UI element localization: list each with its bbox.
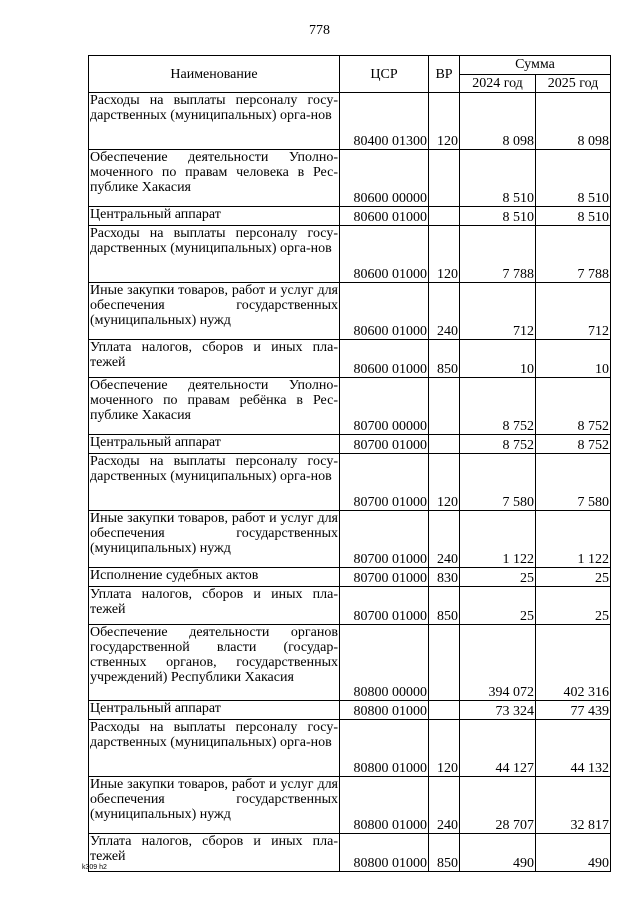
row-vr bbox=[429, 207, 460, 226]
row-vr: 850 bbox=[429, 587, 460, 625]
row-csr: 80700 01000 bbox=[340, 435, 429, 454]
row-amount-2025: 32 817 bbox=[536, 777, 611, 834]
table-row bbox=[89, 93, 611, 150]
row-csr: 80700 01000 bbox=[340, 511, 429, 568]
row-vr bbox=[429, 150, 460, 207]
table-row bbox=[89, 834, 611, 872]
row-amount-2024: 1 122 bbox=[460, 511, 536, 568]
table-row bbox=[89, 283, 611, 340]
table-row bbox=[89, 226, 611, 283]
budget-table bbox=[88, 55, 611, 872]
row-csr: 80700 01000 bbox=[340, 454, 429, 511]
row-amount-2024: 28 707 bbox=[460, 777, 536, 834]
row-amount-2025: 8 510 bbox=[536, 207, 611, 226]
row-vr: 120 bbox=[429, 720, 460, 777]
header-sum: Сумма bbox=[460, 56, 611, 75]
row-vr bbox=[429, 625, 460, 701]
row-vr bbox=[429, 435, 460, 454]
table-row bbox=[89, 587, 611, 625]
row-name: Расходы на выплаты персоналу госу-дарственных (муниципальных) орга-нов bbox=[89, 226, 340, 283]
row-amount-2025: 25 bbox=[536, 568, 611, 587]
header-csr: ЦСР bbox=[340, 56, 429, 93]
row-vr bbox=[429, 701, 460, 720]
row-amount-2025: 490 bbox=[536, 834, 611, 872]
row-name: Обеспечение деятельности Уполно-моченного по правам человека в Рес-публике Хакасия bbox=[89, 150, 340, 207]
table-row bbox=[89, 625, 611, 701]
row-csr: 80600 01000 bbox=[340, 207, 429, 226]
row-csr: 80600 01000 bbox=[340, 283, 429, 340]
row-name: Иные закупки товаров, работ и услуг для обеспечения государственных (муниципальных) нужд bbox=[89, 283, 340, 340]
row-name: Уплата налогов, сборов и иных пла-тежей bbox=[89, 587, 340, 625]
row-amount-2024: 8 098 bbox=[460, 93, 536, 150]
row-amount-2024: 7 580 bbox=[460, 454, 536, 511]
row-amount-2024: 394 072 bbox=[460, 625, 536, 701]
row-amount-2024: 8 752 bbox=[460, 435, 536, 454]
row-vr: 120 bbox=[429, 93, 460, 150]
row-amount-2024: 7 788 bbox=[460, 226, 536, 283]
row-name: Расходы на выплаты персоналу госу-дарственных (муниципальных) орга-нов bbox=[89, 454, 340, 511]
row-vr: 850 bbox=[429, 340, 460, 378]
row-amount-2024: 8 510 bbox=[460, 150, 536, 207]
row-amount-2025: 402 316 bbox=[536, 625, 611, 701]
row-amount-2025: 8 510 bbox=[536, 150, 611, 207]
row-csr: 80600 00000 bbox=[340, 150, 429, 207]
row-vr: 830 bbox=[429, 568, 460, 587]
table-row bbox=[89, 777, 611, 834]
row-csr: 80800 01000 bbox=[340, 720, 429, 777]
table-row bbox=[89, 568, 611, 587]
row-name: Обеспечение деятельности органов государственной власти (государ-ственных органов, государственных учреждений) Республики Хакасия bbox=[89, 625, 340, 701]
header-year-2024: 2024 год bbox=[460, 75, 536, 93]
row-name: Центральный аппарат bbox=[89, 207, 340, 226]
header-name: Наименование bbox=[89, 56, 340, 93]
page-number: 778 bbox=[309, 23, 330, 38]
row-name: Обеспечение деятельности Уполно-моченного по правам ребёнка в Рес-публике Хакасия bbox=[89, 378, 340, 435]
row-vr: 850 bbox=[429, 834, 460, 872]
table-row bbox=[89, 378, 611, 435]
row-amount-2025: 1 122 bbox=[536, 511, 611, 568]
row-amount-2024: 44 127 bbox=[460, 720, 536, 777]
row-amount-2025: 8 098 bbox=[536, 93, 611, 150]
row-name: Иные закупки товаров, работ и услуг для обеспечения государственных (муниципальных) нужд bbox=[89, 511, 340, 568]
row-csr: 80600 01000 bbox=[340, 340, 429, 378]
row-amount-2025: 8 752 bbox=[536, 378, 611, 435]
row-vr: 240 bbox=[429, 511, 460, 568]
row-csr: 80800 01000 bbox=[340, 777, 429, 834]
row-amount-2025: 25 bbox=[536, 587, 611, 625]
row-amount-2024: 8 752 bbox=[460, 378, 536, 435]
row-amount-2024: 8 510 bbox=[460, 207, 536, 226]
row-vr: 120 bbox=[429, 226, 460, 283]
row-name: Центральный аппарат bbox=[89, 701, 340, 720]
row-csr: 80700 01000 bbox=[340, 568, 429, 587]
table-row bbox=[89, 340, 611, 378]
row-csr: 80800 01000 bbox=[340, 834, 429, 872]
row-csr: 80600 01000 bbox=[340, 226, 429, 283]
table-row bbox=[89, 511, 611, 568]
row-name: Иные закупки товаров, работ и услуг для обеспечения государственных (муниципальных) нужд bbox=[89, 777, 340, 834]
row-amount-2024: 712 bbox=[460, 283, 536, 340]
row-amount-2025: 77 439 bbox=[536, 701, 611, 720]
row-amount-2025: 7 580 bbox=[536, 454, 611, 511]
row-amount-2024: 25 bbox=[460, 587, 536, 625]
header-vr: ВР bbox=[429, 56, 460, 93]
table-row bbox=[89, 435, 611, 454]
table-row bbox=[89, 150, 611, 207]
row-vr bbox=[429, 378, 460, 435]
row-vr: 120 bbox=[429, 454, 460, 511]
table-row bbox=[89, 720, 611, 777]
row-name: Уплата налогов, сборов и иных пла-тежей bbox=[89, 340, 340, 378]
row-name: Центральный аппарат bbox=[89, 435, 340, 454]
header-year-2025: 2025 год bbox=[536, 75, 611, 93]
table-row bbox=[89, 701, 611, 720]
row-name: Уплата налогов, сборов и иных пла-тежей bbox=[89, 834, 340, 872]
row-amount-2025: 44 132 bbox=[536, 720, 611, 777]
document-code: k309 h2 bbox=[82, 864, 107, 871]
row-csr: 80800 00000 bbox=[340, 625, 429, 701]
row-amount-2025: 7 788 bbox=[536, 226, 611, 283]
table-row bbox=[89, 454, 611, 511]
row-amount-2024: 490 bbox=[460, 834, 536, 872]
table-row bbox=[89, 207, 611, 226]
row-amount-2024: 10 bbox=[460, 340, 536, 378]
table-body bbox=[89, 93, 611, 872]
row-amount-2025: 10 bbox=[536, 340, 611, 378]
row-amount-2024: 25 bbox=[460, 568, 536, 587]
row-name: Исполнение судебных актов bbox=[89, 568, 340, 587]
row-csr: 80400 01300 bbox=[340, 93, 429, 150]
row-amount-2025: 712 bbox=[536, 283, 611, 340]
row-name: Расходы на выплаты персоналу госу-дарственных (муниципальных) орга-нов bbox=[89, 93, 340, 150]
row-vr: 240 bbox=[429, 777, 460, 834]
row-csr: 80700 00000 bbox=[340, 378, 429, 435]
row-csr: 80800 01000 bbox=[340, 701, 429, 720]
row-vr: 240 bbox=[429, 283, 460, 340]
row-amount-2025: 8 752 bbox=[536, 435, 611, 454]
row-amount-2024: 73 324 bbox=[460, 701, 536, 720]
row-csr: 80700 01000 bbox=[340, 587, 429, 625]
row-name: Расходы на выплаты персоналу госу-дарственных (муниципальных) орга-нов bbox=[89, 720, 340, 777]
